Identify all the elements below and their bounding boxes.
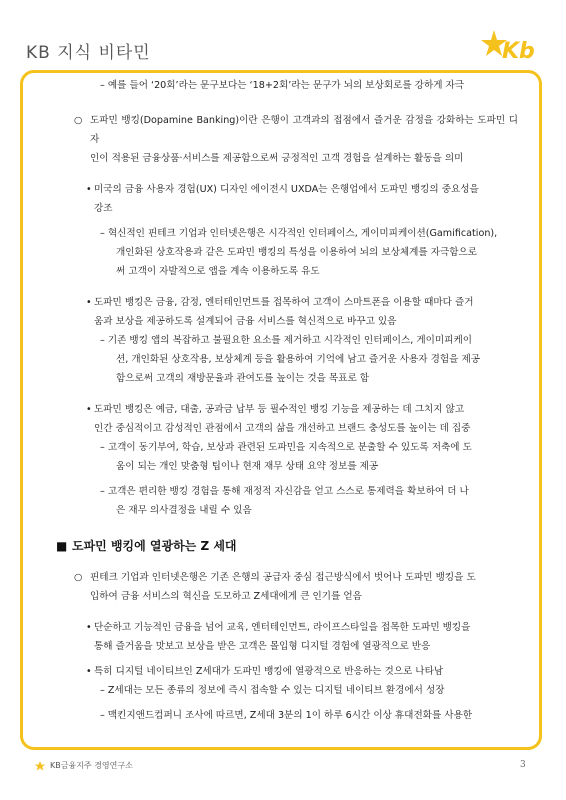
logo-text: Kb (502, 39, 535, 64)
paragraph-line: 인이 적용된 금융상품·서비스를 제공함으로써 긍정적인 고객 경험을 설계하는 활동을 의미 (90, 153, 464, 164)
paragraph-line: 션, 개인화된 상호작용, 보상체계 등을 활용하여 기억에 남고 즐거운 사용자 경험을 제공 (116, 354, 481, 365)
kb-star-logo-icon (478, 28, 542, 66)
hollow-circle-icon: ○ (74, 572, 83, 583)
dash-paragraph (48, 681, 518, 700)
circle-paragraph (48, 568, 518, 606)
bullet-icon: • (86, 184, 92, 195)
square-bullet-icon: ■ (56, 539, 68, 553)
bullet-paragraph (48, 618, 518, 656)
bullet-icon: • (86, 404, 92, 415)
page-number: 3 (520, 760, 526, 770)
hollow-circle-icon: ○ (74, 115, 83, 126)
paragraph-line: 통해 즐거움을 맛보고 보상을 받은 고객은 몰입형 디지털 경험에 열광적으로 반응 (94, 641, 431, 652)
paragraph-line: – 혁신적인 핀테크 기업과 인터넷은행은 시각적인 인터페이스, 게이미피케이션(Gamification), (100, 228, 498, 239)
kb-star-small-icon (34, 761, 46, 771)
bullet-paragraph (48, 662, 518, 681)
dash-paragraph (48, 224, 518, 281)
paragraph-line: 써 고객이 자발적으로 앱을 계속 이용하도록 유도 (116, 266, 320, 277)
bullet-paragraph (48, 180, 518, 218)
section-heading (48, 536, 518, 556)
bullet-paragraph (48, 293, 518, 331)
footer-logo (34, 760, 133, 771)
bullet-icon: • (86, 297, 92, 308)
paragraph-line: 함으로써 고객의 재방문율과 관여도를 높이는 것을 목표로 함 (116, 373, 370, 384)
paragraph-line: 개인화된 상호작용과 같은 도파민 뱅킹의 특성을 이용하여 뇌의 보상체계를 자극함으로 (116, 247, 478, 258)
bullet-paragraph (48, 400, 518, 438)
paragraph-line: 입하여 금융 서비스의 혁신을 도모하고 Z세대에게 큰 인기를 얻음 (90, 591, 362, 602)
paragraph-line: 움과 보상을 제공하도록 설계되어 금융 서비스를 혁신적으로 바꾸고 있음 (94, 316, 397, 327)
paragraph-line: 움이 되는 개인 맞춤형 팁이나 현재 재무 상태 요약 정보를 제공 (116, 461, 379, 472)
paragraph-line: 단순하고 기능적인 금융을 넘어 교육, 엔터테인먼트, 라이프스타일을 접목한 도파민 뱅킹을 (94, 622, 471, 633)
paragraph-line: – 고객은 편리한 뱅킹 경험을 통해 재정적 자신감을 얻고 스스로 통제력을 확보하여 더 나 (100, 486, 469, 497)
section-title: 도파민 뱅킹에 열광하는 Z 세대 (72, 539, 237, 553)
paragraph-line: 도파민 뱅킹은 예금, 대출, 공과금 납부 등 필수적인 뱅킹 기능을 제공하는 데 그치지 않고 (94, 404, 465, 415)
paragraph-line: – Z세대는 모든 종류의 정보에 즉시 접속할 수 있는 디지털 네이티브 환경에서 성장 (100, 685, 445, 696)
dash-paragraph (48, 482, 518, 520)
circle-paragraph (48, 111, 518, 168)
footer-org: KB금융지주 경영연구소 (50, 761, 133, 770)
paragraph-line: 강조 (94, 203, 113, 214)
paragraph-line: – 고객이 동기부여, 학습, 보상과 관련된 도파민을 지속적으로 분출할 수 있도록 저축에 도 (100, 442, 472, 453)
paragraph-line: 도파민 뱅킹은 금융, 감정, 엔터테인먼트를 접목하여 고객이 스마트폰을 이용할 때마다 즐거 (94, 297, 474, 308)
paragraph-line: 은 재무 의사결정을 내릴 수 있음 (116, 505, 252, 516)
dash-line: – 예를 들어 ‘20회’라는 문구보다는 ‘18+2회’라는 문구가 뇌의 보상회로를 강하게 자극 (100, 80, 465, 91)
paragraph-line: – 기존 뱅킹 앱의 복잡하고 불필요한 요소를 제거하고 시각적인 인터페이스, 게이미피케이 (100, 335, 472, 346)
paragraph-line: 특히 디지털 네이티브인 Z세대가 도파민 뱅킹에 열광적으로 반응하는 것으로 나타남 (94, 666, 444, 677)
document-body (48, 76, 518, 725)
paragraph-line: 도파민 뱅킹(Dopamine Banking)이란 은행이 고객과의 접점에서 즐거운 감정을 강화하는 도파민 디자 (90, 115, 518, 145)
paragraph-line: 인간 중심적이고 감성적인 관점에서 고객의 삶을 개선하고 브랜드 충성도를 높이는 데 집중 (94, 423, 471, 434)
paragraph-line: 핀테크 기업과 인터넷은행은 기존 은행의 공급자 중심 접근방식에서 벗어나 도파민 뱅킹을 도 (90, 572, 476, 583)
dash-paragraph (48, 438, 518, 476)
paragraph-line: 미국의 금융 사용자 경험(UX) 디자인 에이전시 UXDA는 은행업에서 도파민 뱅킹의 중요성을 (94, 184, 479, 195)
bullet-icon: • (86, 622, 92, 633)
dash-paragraph (48, 331, 518, 388)
paragraph-line: – 맥킨지앤드컴퍼니 조사에 따르면, Z세대 3분의 1이 하루 6시간 이상 휴대전화를 사용한 (100, 710, 473, 721)
bullet-icon: • (86, 666, 92, 677)
dash-paragraph (48, 706, 518, 725)
page-title: KB 지식 비타민 (26, 43, 151, 63)
